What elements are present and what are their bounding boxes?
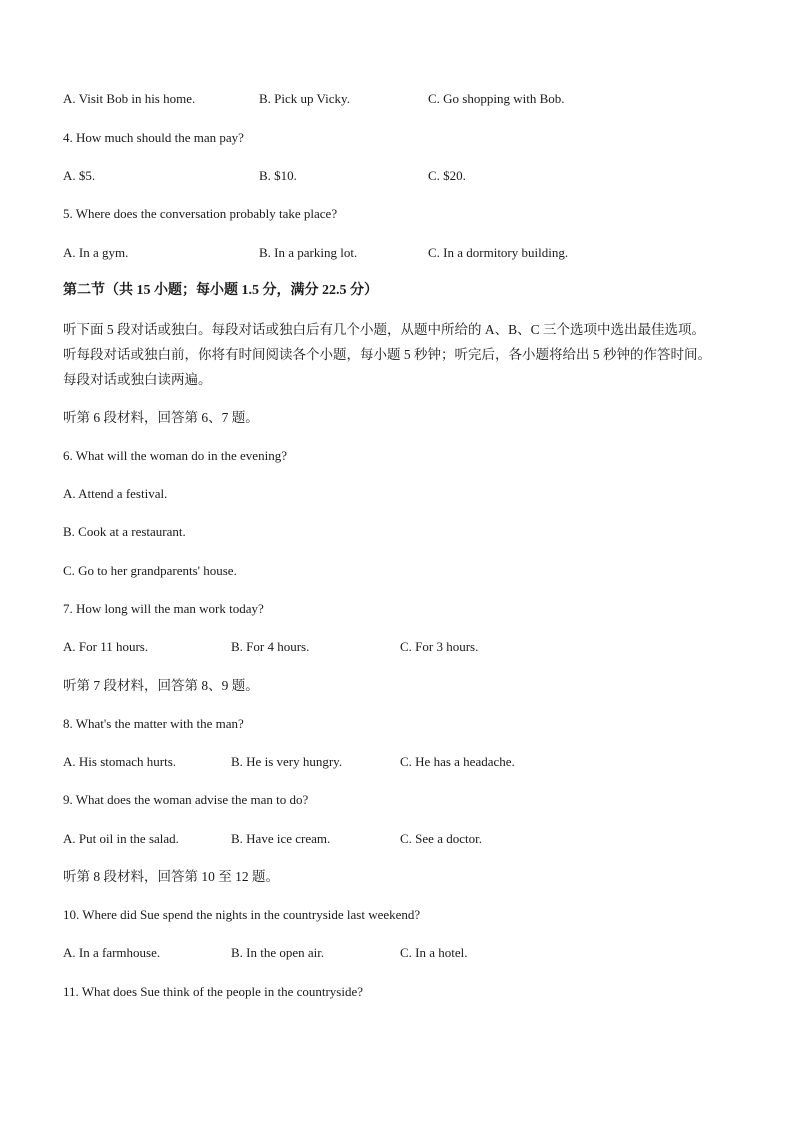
q9-options — [63, 830, 753, 848]
q11-question: 11. What does Sue think of the people in the countryside? — [63, 984, 364, 999]
q4-option-c: C. $20. — [428, 168, 466, 183]
q3-option-b: B. Pick up Vicky. — [259, 91, 350, 106]
q5-option-b: B. In a parking lot. — [259, 245, 358, 260]
q7-option-a: A. For 11 hours. — [63, 639, 149, 654]
instruction-line: 听下面 5 段对话或独白。每段对话或独白后有几个小题，从题中所给的 A、B、C 三个选项中选出最佳选项。 — [63, 322, 706, 337]
q3-options — [63, 90, 753, 108]
q6-option-a: A. Attend a festival. — [63, 486, 168, 501]
section-instructions — [63, 317, 753, 392]
section-heading: 第二节（共 15 小题；每小题 1.5 分，满分 22.5 分） — [63, 283, 378, 298]
q5-option-c: C. In a dormitory building. — [428, 245, 569, 260]
q4-option-b: B. $10. — [259, 168, 297, 183]
instruction-line: 听每段对话或独白前，你将有时间阅读各个小题，每小题 5 秒钟；听完后，各小题将给出 5 秒钟的作答时间。 — [63, 347, 711, 362]
q8-question: 8. What's the matter with the man? — [63, 716, 244, 731]
q6-option-c: C. Go to her grandparents' house. — [63, 563, 237, 578]
q7-question: 7. How long will the man work today? — [63, 601, 264, 616]
q6-question: 6. What will the woman do in the evening? — [63, 448, 287, 463]
material-8-label: 听第 8 段材料，回答第 10 至 12 题。 — [63, 869, 279, 884]
q10-option-b: B. In the open air. — [231, 945, 325, 960]
q8-option-a: A. His stomach hurts. — [63, 754, 177, 769]
q6-option-b: B. Cook at a restaurant. — [63, 524, 186, 539]
q8-option-b: B. He is very hungry. — [231, 754, 343, 769]
q4-question: 4. How much should the man pay? — [63, 130, 244, 145]
q9-option-c: C. See a doctor. — [400, 831, 482, 846]
q5-option-a: A. In a gym. — [63, 245, 129, 260]
material-7-label: 听第 7 段材料，回答第 8、9 题。 — [63, 678, 259, 693]
q4-options — [63, 167, 753, 185]
q7-option-b: B. For 4 hours. — [231, 639, 310, 654]
q5-question: 5. Where does the conversation probably take place? — [63, 206, 338, 221]
q10-question: 10. Where did Sue spend the nights in the countryside last weekend? — [63, 907, 421, 922]
q9-option-a: A. Put oil in the salad. — [63, 831, 179, 846]
q8-option-c: C. He has a headache. — [400, 754, 515, 769]
q9-question: 9. What does the woman advise the man to do? — [63, 792, 309, 807]
material-6-label: 听第 6 段材料，回答第 6、7 题。 — [63, 410, 259, 425]
q10-option-c: C. In a hotel. — [400, 945, 468, 960]
instruction-line: 每段对话或独白读两遍。 — [63, 372, 212, 387]
q3-option-c: C. Go shopping with Bob. — [428, 91, 565, 106]
q10-option-a: A. In a farmhouse. — [63, 945, 161, 960]
q5-options — [63, 244, 753, 262]
q7-option-c: C. For 3 hours. — [400, 639, 479, 654]
q8-options — [63, 753, 753, 771]
q9-option-b: B. Have ice cream. — [231, 831, 331, 846]
q10-options — [63, 944, 753, 962]
q7-options — [63, 638, 753, 656]
q4-option-a: A. $5. — [63, 168, 96, 183]
q3-option-a: A. Visit Bob in his home. — [63, 91, 196, 106]
